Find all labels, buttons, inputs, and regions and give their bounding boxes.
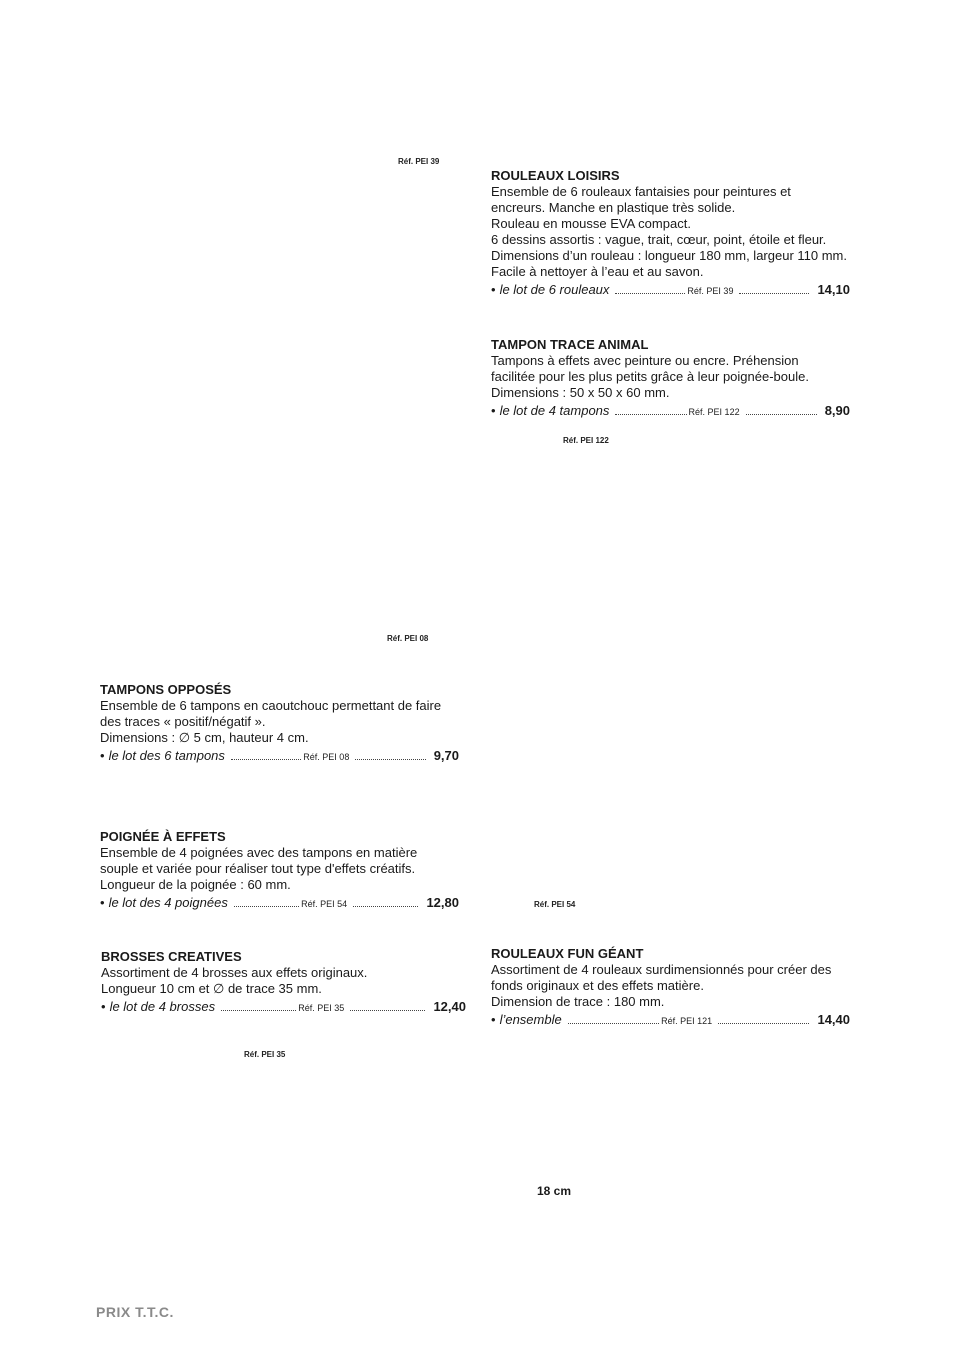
image-ref-pei39: Réf. PEI 39 (398, 157, 440, 166)
product-description: Assortiment de 4 rouleaux surdimensionnés pour créer des fonds originaux et des effets matière. Dimension de trace : 180 mm. (491, 962, 832, 1009)
dot-leader (568, 1023, 659, 1024)
product-description: Ensemble de 4 poignées avec des tampons en matière souple et variée pour réaliser tout type d'effets créatifs. Longueur de la poignée : 60 mm. (100, 845, 418, 892)
product-ref: Réf. PEI 54 (301, 899, 348, 909)
image-ref-pei35: Réf. PEI 35 (244, 1050, 286, 1059)
product-description: Tampons à effets avec peinture ou encre. Préhension facilitée pour les plus petits grâce à leur poignée-boule. Dimensions : 50 x 50 x 60 mm. (491, 353, 809, 400)
lot-label: le lot de 4 brosses (109, 999, 216, 1014)
product-ref: Réf. PEI 08 (303, 752, 350, 762)
product-brosses-creatives (101, 949, 466, 1016)
dot-leader (231, 759, 301, 760)
bullet: • (491, 282, 496, 297)
product-description: Ensemble de 6 tampons en caoutchouc permettant de faire des traces « positif/négatif ». Dimensions : ∅ 5 cm, hauteur 4 cm. (100, 698, 442, 745)
price-line (100, 895, 459, 912)
product-title: TAMPON TRACE ANIMAL (491, 337, 649, 352)
scale-label: 18 cm (537, 1184, 572, 1198)
dot-leader (739, 293, 809, 294)
dot-leader (234, 906, 299, 907)
product-title: TAMPONS OPPOSÉS (100, 682, 232, 697)
product-description: Ensemble de 6 rouleaux fantaisies pour peintures et encreurs. Manche en plastique très solide. Rouleau en mousse EVA compact. 6 dessins assortis : vague, trait, cœur, point, étoile et fleur. Dimensions d’un rouleau : longueur 180 mm, largeur 110 mm. Facile à nettoyer à l’eau et au savon. (491, 184, 847, 279)
dot-leader (350, 1010, 425, 1011)
product-price: 12,40 (433, 999, 466, 1014)
product-poignee-effets (100, 829, 459, 912)
bullet: • (491, 403, 496, 418)
product-ref: Réf. PEI 121 (661, 1016, 713, 1026)
price-line (491, 282, 850, 299)
product-title: ROULEAUX FUN GÉANT (491, 946, 644, 961)
dot-leader (353, 906, 418, 907)
product-tampons-opposes (100, 682, 459, 765)
lot-label: l’ensemble (499, 1012, 562, 1027)
image-ref-pei122: Réf. PEI 122 (563, 436, 609, 445)
product-price: 12,80 (426, 895, 459, 910)
dot-leader (355, 759, 425, 760)
price-line (491, 1012, 850, 1029)
prix-ttc-label: PRIX T.T.C. (96, 1304, 174, 1320)
product-rouleaux-fun-geant (491, 946, 850, 1029)
dot-leader (615, 414, 686, 415)
product-title: ROULEAUX LOISIRS (491, 168, 620, 183)
bullet: • (100, 748, 105, 763)
product-tampon-trace-animal (491, 337, 850, 420)
product-price: 9,70 (433, 748, 460, 763)
lot-label: le lot de 4 tampons (499, 403, 610, 418)
image-ref-pei54: Réf. PEI 54 (534, 900, 576, 909)
dot-leader (718, 1023, 809, 1024)
product-ref: Réf. PEI 35 (298, 1003, 345, 1013)
product-description: Assortiment de 4 brosses aux effets originaux. Longueur 10 cm et ∅ de trace 35 mm. (101, 965, 368, 996)
dot-leader (746, 414, 817, 415)
product-price: 14,40 (817, 1012, 851, 1027)
product-ref: Réf. PEI 122 (688, 407, 740, 417)
price-line (491, 403, 850, 420)
lot-label: le lot des 6 tampons (108, 748, 225, 763)
image-ref-pei08: Réf. PEI 08 (387, 634, 429, 643)
product-price: 8,90 (824, 403, 851, 418)
bullet: • (491, 1012, 496, 1027)
lot-label: le lot de 6 rouleaux (499, 282, 610, 297)
dot-leader (221, 1010, 296, 1011)
bullet: • (101, 999, 106, 1014)
product-ref: Réf. PEI 39 (687, 286, 734, 296)
product-title: POIGNÉE À EFFETS (100, 829, 226, 844)
product-rouleaux-loisirs (491, 168, 850, 299)
bullet: • (100, 895, 105, 910)
price-line (100, 748, 459, 765)
product-title: BROSSES CREATIVES (101, 949, 242, 964)
product-price: 14,10 (817, 282, 850, 297)
lot-label: le lot des 4 poignées (108, 895, 228, 910)
dot-leader (615, 293, 685, 294)
price-line (101, 999, 466, 1016)
